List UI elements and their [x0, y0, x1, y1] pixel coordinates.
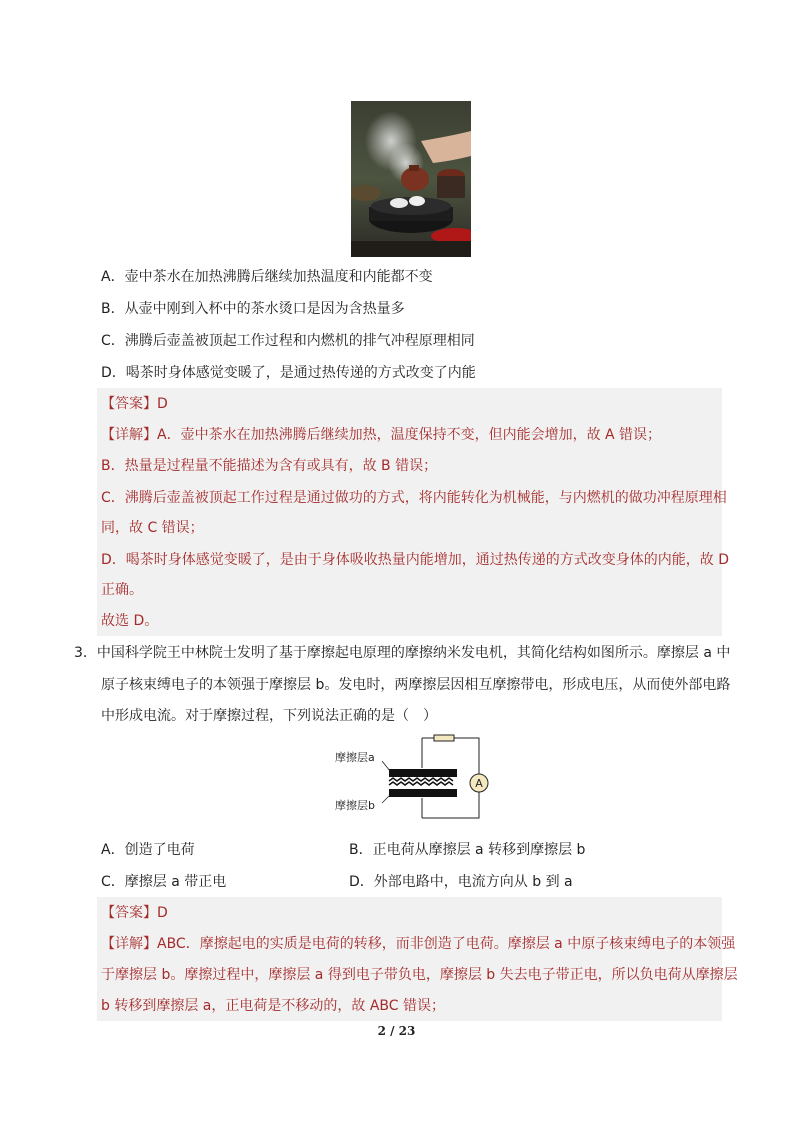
detail-line: C．沸腾后壶盖被顶起工作过程是通过做功的方式，将内能转化为机械能，与内燃机的做功冲程原理相	[101, 490, 727, 506]
answer-label: 【答案】D	[101, 905, 168, 921]
resistor	[434, 735, 454, 741]
detail-line: 于摩擦层 b。摩擦过程中，摩擦层 a 得到电子带负电，摩擦层 b 失去电子带正电，所以负电荷从摩擦层	[101, 967, 738, 983]
option-d: D．外部电路中，电流方向从 b 到 a	[349, 874, 573, 890]
answer-label: 【答案】D	[101, 396, 168, 412]
friction-layer-b	[389, 789, 457, 797]
ammeter-label: A	[475, 777, 483, 790]
page-number: 2 / 23	[377, 1024, 416, 1038]
detail-line: 【详解】ABC．摩擦起电的实质是电荷的转移，而非创造了电荷。摩擦层 a 中原子核束缚电子的本领强	[101, 936, 736, 952]
label-layer-a: 摩擦层a	[335, 751, 375, 764]
detail-line: D．喝茶时身体感觉变暖了，是由于身体吸收热量内能增加，通过热传递的方式改变身体的内能，故 D	[101, 552, 730, 568]
question-stem: 3．中国科学院王中林院士发明了基于摩擦起电原理的摩擦纳米发电机，其简化结构如图所示。摩擦层 a 中	[74, 645, 731, 661]
question-stem: 原子核束缚电子的本领强于摩擦层 b。发电时，两摩擦层因相互摩擦带电，形成电压，从而使外部电路	[101, 677, 731, 693]
detail-line: 【详解】A．壶中茶水在加热沸腾后继续加热，温度保持不变，但内能会增加，故 A 错误；	[101, 427, 662, 443]
friction-layer-a	[389, 769, 457, 777]
detail-line: 故选 D。	[101, 613, 159, 629]
option-a: A．壶中茶水在加热沸腾后继续加热温度和内能都不变	[101, 269, 433, 285]
tea-photo	[351, 101, 471, 257]
option-a: A．创造了电荷	[101, 842, 195, 858]
generator-diagram	[330, 733, 490, 823]
option-c: C．摩擦层 a 带正电	[101, 874, 227, 890]
option-d: D．喝茶时身体感觉变暖了，是通过热传递的方式改变了内能	[101, 365, 476, 381]
option-b: B．正电荷从摩擦层 a 转移到摩擦层 b	[349, 842, 586, 858]
detail-line: 正确。	[101, 582, 143, 598]
detail-line: 同，故 C 错误；	[101, 520, 204, 536]
option-c: C．沸腾后壶盖被顶起工作过程和内燃机的排气冲程原理相同	[101, 333, 475, 349]
detail-line: b 转移到摩擦层 a，正电荷是不移动的，故 ABC 错误；	[101, 998, 445, 1014]
detail-line: B．热量是过程量不能描述为含有或具有，故 B 错误；	[101, 458, 438, 474]
option-b: B．从壶中刚到入杯中的茶水烫口是因为含热量多	[101, 301, 405, 317]
question-stem: 中形成电流。对于摩擦过程，下列说法正确的是（ ）	[101, 708, 437, 724]
label-layer-b: 摩擦层b	[335, 799, 375, 812]
